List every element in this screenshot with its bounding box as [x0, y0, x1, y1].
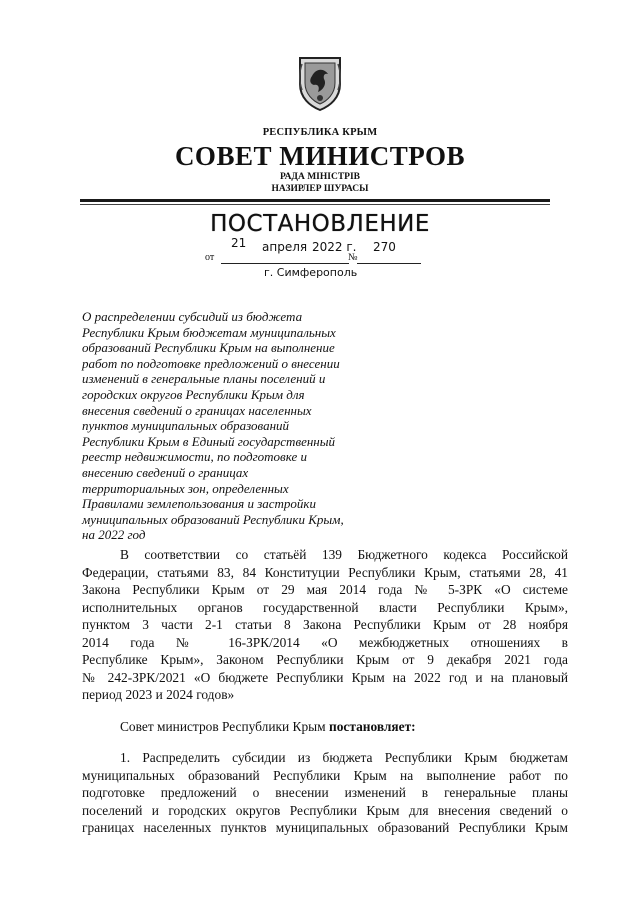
council-name: СОВЕТ МИНИСТРОВ: [174, 141, 466, 171]
decree-number: 270: [373, 240, 396, 254]
subject-line: внесения сведений о границах населенных: [82, 402, 312, 418]
preamble-line: исполнительных органов государственной власти Республики Крым»,: [82, 599, 568, 615]
subject-line: Республики Крым бюджетам муниципальных: [82, 324, 336, 340]
item1-line: поселений и городских округов Республики Крым для внесения сведений о: [82, 802, 568, 818]
number-underline: [357, 263, 421, 264]
republic-name: РЕСПУБЛИКА КРЫМ: [262, 127, 378, 138]
council-name-crimean-tatar: НАЗИРЛЕР ШУРАСЫ: [271, 184, 369, 194]
preamble-line: № 242-ЗРК/2021 «О бюджете Республики Крым на 2022 год и на плановый: [82, 669, 568, 685]
resolves-keyword: постановляет:: [328, 718, 416, 734]
preamble-line: 2014 года № 16-ЗРК/2014 «О межбюджетных отношениях в: [82, 634, 568, 650]
coat-of-arms-icon: [296, 54, 344, 112]
preamble-line: Республике Крым», Законом Республики Крым от 9 декабря 2021 года: [82, 652, 568, 667]
city: г. Симферополь: [264, 266, 358, 279]
item1-line: 1. Распределить субсидии из бюджета Республики Крым бюджетам: [120, 750, 568, 765]
resolves-prefix: Совет министров Республики Крым: [120, 718, 329, 734]
decree-body: [82, 546, 568, 837]
header-divider-thick: [80, 199, 550, 202]
subject-line: Правилами землепользования и застройки: [82, 496, 316, 512]
decree-year: 2022 г.: [312, 240, 357, 254]
item1-line: муниципальных образований Республики Крым на выполнение работ по: [82, 767, 568, 783]
subject-line: О распределении субсидий из бюджета: [82, 309, 303, 324]
paragraph-gap: [82, 735, 568, 749]
decree-day: 21: [231, 236, 247, 250]
date-underline: [221, 263, 349, 264]
subject-line: территориальных зон, определенных: [82, 480, 289, 496]
decree-month: апреля: [262, 240, 308, 254]
header-divider-thin: [80, 204, 550, 205]
item1-line: подготовке предложений о внесении изменений в генеральные планы: [82, 785, 568, 800]
subject-line: изменений в генеральные планы поселений и: [82, 371, 326, 387]
number-label: №: [348, 252, 358, 263]
council-name-ukrainian: РАДА МІНІСТРІВ: [279, 172, 360, 182]
council-name-translations: [0, 171, 640, 195]
resolves-line: [82, 718, 568, 736]
preamble-line: пунктом 3 части 2-1 статьи 8 Закона Республики Крым от 28 ноября: [82, 617, 568, 632]
subject-line: работ по подготовке предложений о внесении: [82, 355, 340, 371]
preamble-line: В соответствии со статьёй 139 Бюджетного кодекса Российской: [120, 547, 568, 562]
subject-line: на 2022 год: [82, 527, 146, 543]
preamble-line: Федерации, статьями 83, 84 Конституции Республики Крым, статьями 28, 41: [82, 564, 568, 580]
subject-line: реестр недвижимости, по подготовке и: [82, 449, 307, 465]
subject-line: внесению сведений о границах: [82, 464, 249, 480]
paragraph-gap: [82, 704, 568, 718]
subject-line: образований Республики Крым на выполнение: [82, 340, 335, 356]
item1-line: границах населенных пунктов муниципальных образований Республики Крым: [82, 820, 568, 835]
preamble-line: период 2023 и 2024 годов»: [82, 687, 235, 702]
decree-subject: [82, 309, 422, 543]
preamble-line: Закона Республики Крым от 29 мая 2014 года № 5-ЗРК «О системе: [82, 582, 568, 597]
from-label: от: [205, 252, 215, 263]
subject-line: пунктов муниципальных образований: [82, 418, 290, 434]
subject-line: городских округов Республики Крым для: [82, 386, 305, 402]
subject-line: муниципальных образований Республики Крым,: [82, 511, 344, 527]
subject-line: Республики Крым в Единый государственный: [82, 433, 336, 449]
document-title: ПОСТАНОВЛЕНИЕ: [210, 211, 430, 237]
